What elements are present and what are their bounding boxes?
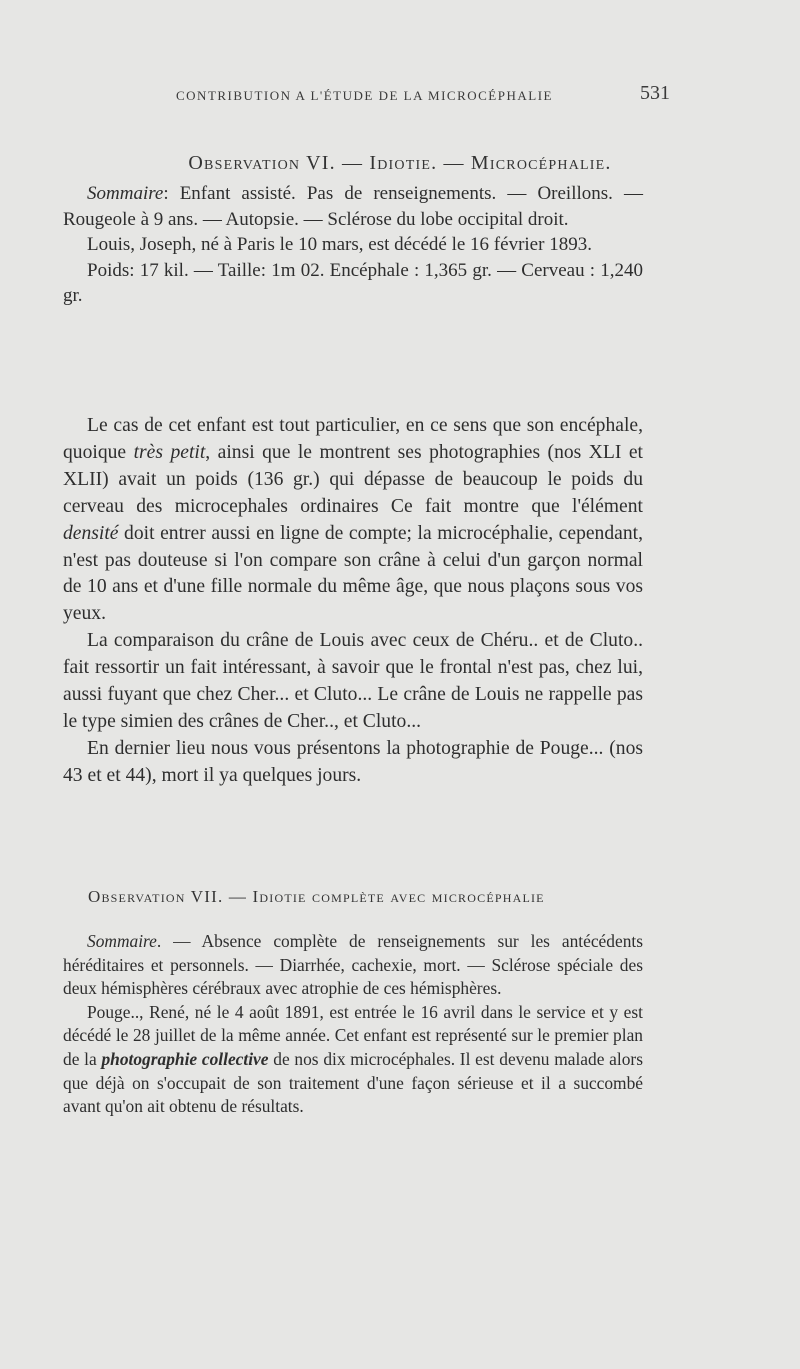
emphasis: photographie collective xyxy=(101,1048,269,1069)
summary-label: Sommaire xyxy=(87,183,164,204)
summary-label: Sommaire xyxy=(87,931,157,951)
text-run: doit entrer aussi en ligne de compte; la microcéphalie, cependant, n'est pas douteuse si l'on compare son crâne à celui d'un garçon normal de 10 ans et d'une fille normale du même âge, que nous plaçons sous vos yeux. xyxy=(63,522,643,625)
text-run: Le cas de cet enfant est tout particulier, en ce sens que son encéphale, quoique xyxy=(63,415,643,463)
discussion-paragraph-2: La comparaison du crâne de Louis avec ceux de Chéru.. et de Cluto.. fait ressortir un fait intéressant, à savoir que le frontal n'est pas, chez lui, aussi fuyant que chez Cher... et Cluto... Le crâne de Louis ne rappelle pas le type simien des crânes de Cher.., et Cluto... xyxy=(63,630,643,732)
text-run: de nos dix microcéphales. Il est devenu malade alors que déjà on s'occupait de son traitement d'une façon sérieuse et il a succombé avant qu'on ait obtenu de résultats. xyxy=(63,1048,643,1117)
text-run: Pouge.., René, né le 4 août 1891, est entrée le 16 avril dans le service et y est décédé le 28 juillet de la même année. Cet enfant est représenté sur le premier plan de la xyxy=(63,1001,643,1069)
measures-paragraph: Poids: 17 kil. — Taille: 1m 02. Encéphale : 1,365 gr. — Cerveau : 1,240 gr. xyxy=(63,259,643,306)
discussion-paragraph-3: En dernier lieu nous vous présentons la photographie de Pouge... (nos 43 et et 44), mort il ya quelques jours. xyxy=(63,737,643,786)
observation-6-summary-block xyxy=(63,181,643,309)
page-number: 531 xyxy=(640,82,670,104)
observation-6-title: Observation VI. — Idiotie. — Microcéphalie. xyxy=(188,152,612,174)
running-title: CONTRIBUTION A L'ÉTUDE DE LA MICROCÉPHALIE xyxy=(176,88,553,103)
summary-text: . — Absence complète de renseignements sur les antécédents héréditaires et personnels. — Diarrhée, cachexie, mort. — Sclérose spéciale des deux hémisphères cérébraux avec atrophie de ces hémisphères. xyxy=(63,931,643,999)
summary-paragraph xyxy=(63,181,643,232)
text-run: , ainsi que le montrent ses photographies (nos XLI et XLII) avait un poids (136 gr.) qui dépasse de beaucoup le poids du cerveau des microcephales ordinaires Ce fait montre que l'élément xyxy=(63,441,643,517)
emphasis: densité xyxy=(63,522,119,544)
observation-6-discussion xyxy=(63,413,643,790)
observation-7-block xyxy=(63,930,643,1119)
summary-paragraph xyxy=(63,930,643,1001)
summary-text: : Enfant assisté. Pas de renseignements. — Oreillons. — Rougeole à 9 ans. — Autopsie. — Sclérose du lobe occipital droit. xyxy=(63,183,643,230)
identity-paragraph: Louis, Joseph, né à Paris le 10 mars, est décédé le 16 février 1893. xyxy=(87,234,592,255)
emphasis: très petit xyxy=(133,441,206,463)
case-paragraph xyxy=(63,1001,643,1119)
discussion-paragraph-1 xyxy=(63,413,643,628)
observation-7-title: Observation VII. — Idiotie complète avec microcéphalie xyxy=(88,887,545,906)
